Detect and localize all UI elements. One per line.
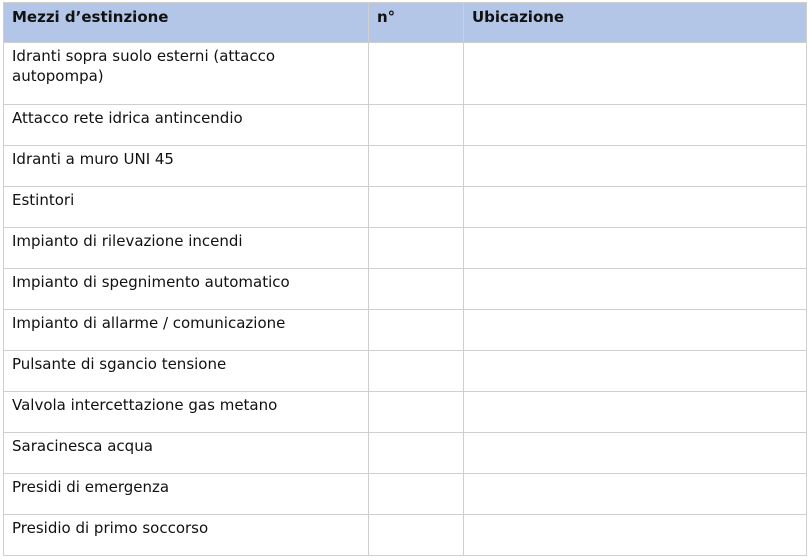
cell-ubicazione — [464, 105, 807, 146]
column-header-label: Ubicazione — [472, 8, 565, 26]
cell-numero — [369, 43, 464, 105]
cell-text — [369, 433, 463, 436]
cell-numero — [369, 105, 464, 146]
cell-mezzo — [4, 433, 369, 474]
cell-numero — [369, 351, 464, 392]
column-header-label: n° — [377, 8, 396, 26]
cell-text — [369, 146, 463, 149]
cell-text: Idranti a muro UNI 45 — [12, 150, 174, 168]
cell-mezzo — [4, 228, 369, 269]
fire-safety-table — [3, 2, 807, 556]
cell-text: Saracinesca acqua — [12, 437, 153, 455]
cell-text: Valvola intercettazione gas metano — [12, 396, 278, 414]
cell-text — [464, 146, 806, 149]
table-row — [4, 474, 807, 515]
cell-mezzo — [4, 515, 369, 556]
cell-numero — [369, 392, 464, 433]
cell-ubicazione — [464, 146, 807, 187]
cell-mezzo — [4, 351, 369, 392]
cell-text: Pulsante di sgancio tensione — [12, 355, 227, 373]
cell-numero — [369, 515, 464, 556]
cell-mezzo — [4, 474, 369, 515]
cell-text: Estintori — [12, 191, 75, 209]
table-row — [4, 43, 807, 105]
table-row — [4, 433, 807, 474]
column-header-ubicazione — [464, 3, 807, 43]
cell-text — [464, 310, 806, 313]
cell-mezzo — [4, 187, 369, 228]
cell-numero — [369, 474, 464, 515]
cell-text — [369, 310, 463, 313]
column-header-mezzi — [4, 3, 369, 43]
cell-ubicazione — [464, 351, 807, 392]
cell-numero — [369, 228, 464, 269]
cell-text — [464, 351, 806, 354]
table-row — [4, 392, 807, 433]
cell-ubicazione — [464, 515, 807, 556]
cell-mezzo — [4, 105, 369, 146]
cell-mezzo — [4, 392, 369, 433]
cell-text — [369, 515, 463, 518]
cell-text: Presidio di primo soccorso — [12, 519, 209, 537]
cell-text — [464, 105, 806, 108]
cell-text — [369, 392, 463, 395]
cell-text — [369, 187, 463, 190]
cell-text: Attacco rete idrica antincendio — [12, 109, 243, 127]
cell-text: Impianto di rilevazione incendi — [12, 232, 243, 250]
cell-ubicazione — [464, 310, 807, 351]
cell-mezzo — [4, 43, 369, 105]
cell-numero — [369, 269, 464, 310]
cell-mezzo — [4, 269, 369, 310]
cell-ubicazione — [464, 187, 807, 228]
table-row — [4, 351, 807, 392]
table-row — [4, 146, 807, 187]
cell-text — [369, 474, 463, 477]
table-row — [4, 105, 807, 146]
cell-ubicazione — [464, 43, 807, 105]
table-header-row — [4, 3, 807, 43]
cell-text — [464, 228, 806, 231]
cell-text — [464, 515, 806, 518]
cell-ubicazione — [464, 474, 807, 515]
cell-text: Idranti sopra suolo esterni (attacco autopompa) — [12, 47, 276, 85]
cell-mezzo — [4, 310, 369, 351]
cell-text — [369, 269, 463, 272]
cell-text — [464, 269, 806, 272]
cell-ubicazione — [464, 392, 807, 433]
table-row — [4, 187, 807, 228]
table-row — [4, 269, 807, 310]
column-header-label: Mezzi d’estinzione — [12, 8, 169, 26]
cell-text — [464, 474, 806, 477]
column-header-numero — [369, 3, 464, 43]
cell-ubicazione — [464, 433, 807, 474]
cell-numero — [369, 310, 464, 351]
cell-text — [464, 43, 806, 46]
table-row — [4, 515, 807, 556]
cell-text: Impianto di spegnimento automatico — [12, 273, 290, 291]
cell-ubicazione — [464, 269, 807, 310]
cell-numero — [369, 146, 464, 187]
cell-text: Impianto di allarme / comunicazione — [12, 314, 286, 332]
cell-text: Presidi di emergenza — [12, 478, 170, 496]
table-row — [4, 310, 807, 351]
table-row — [4, 228, 807, 269]
cell-numero — [369, 187, 464, 228]
cell-text — [464, 392, 806, 395]
cell-text — [464, 187, 806, 190]
cell-mezzo — [4, 146, 369, 187]
cell-numero — [369, 433, 464, 474]
cell-text — [369, 105, 463, 108]
cell-text — [369, 43, 463, 46]
cell-ubicazione — [464, 228, 807, 269]
cell-text — [464, 433, 806, 436]
cell-text — [369, 228, 463, 231]
cell-text — [369, 351, 463, 354]
